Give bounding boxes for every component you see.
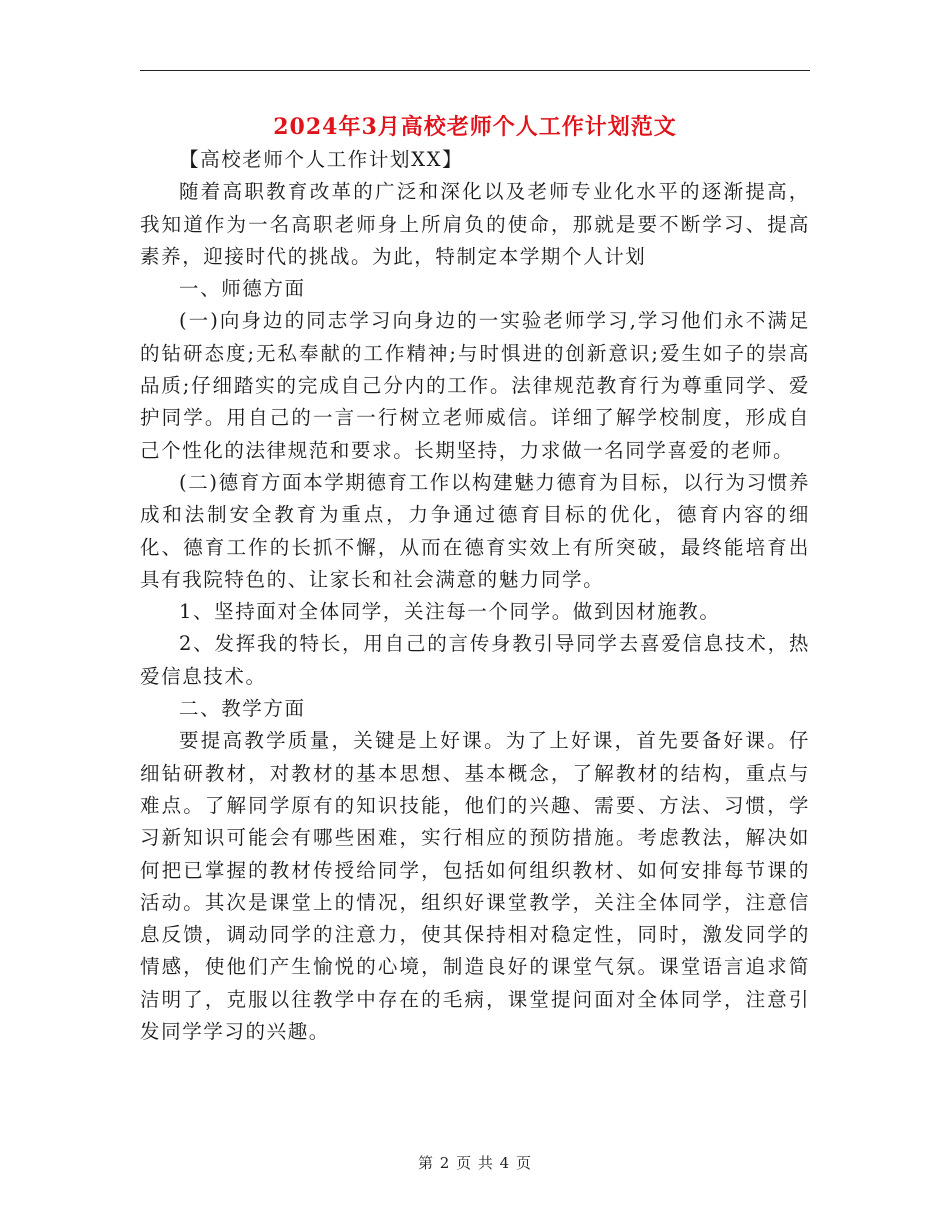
paragraph-ethics-1: (一)向身边的同志学习向身边的一实验老师学习,学习他们永不满足的钻研态度;无私奉献的工作精神;与时惧进的创新意识;爱生如子的崇高品质;仔细踏实的完成自己分内的工作。法律规范教育行为尊重同学、爱护同学。用自己的一言一行树立老师威信。详细了解学校制度，形成自己个性化的法律规范和要求。长期坚持，力求做一名同学喜爱的老师。 (140, 309, 810, 462)
document-body (140, 144, 810, 1048)
paragraph-teaching: 要提高教学质量，关键是上好课。为了上好课，首先要备好课。仔细钻研教材，对教材的基本思想、基本概念，了解教材的结构，重点与难点。了解同学原有的知识技能，他们的兴趣、需要、方法、习惯，学习新知识可能会有哪些困难，实行相应的预防措施。考虑教法，解决如何把已掌握的教材传授给同学，包括如何组织教材、如何安排每节课的活动。其次是课堂上的情况，组织好课堂教学，关注全体同学，注意信息反馈，调动同学的注意力，使其保持相对稳定性，同时，激发同学的情感，使他们产生愉悦的心境，制造良好的课堂气氛。课堂语言追求简洁明了，克服以往教学中存在的毛病，课堂提问面对全体同学，注意引发同学学习的兴趣。 (140, 729, 810, 1044)
paragraph-ethics-2: (二)德育方面本学期德育工作以构建魅力德育为目标，以行为习惯养成和法制安全教育为重点，力争通过德育目标的优化，德育内容的细化、德育工作的长抓不懈，从而在德育实效上有所突破，最终能培育出具有我院特色的、让家长和社会满意的魅力同学。 (140, 470, 810, 591)
header-rule (140, 70, 810, 71)
paragraph-intro: 随着高职教育改革的广泛和深化以及老师专业化水平的逐渐提高，我知道作为一名高职老师身上所肩负的使命，那就是要不断学习、提高素养，迎接时代的挑战。为此，特制定本学期个人计划 (140, 180, 810, 268)
paragraph-subtitle: 【高校老师个人工作计划XX】 (179, 148, 464, 171)
document-title: 2024年3月高校老师个人工作计划范文 (273, 114, 677, 140)
section-heading-teaching: 二、教学方面 (179, 697, 306, 721)
list-item-2: 2、发挥我的特长，用自己的言传身教引导同学去喜爱信息技术，热爱信息技术。 (140, 632, 810, 688)
page-number-footer: 第 2 页 共 4 页 (418, 1154, 532, 1172)
list-item-1: 1、坚持面对全体同学，关注每一个同学。做到因材施教。 (179, 600, 721, 624)
section-heading-ethics: 一、师德方面 (179, 277, 306, 301)
